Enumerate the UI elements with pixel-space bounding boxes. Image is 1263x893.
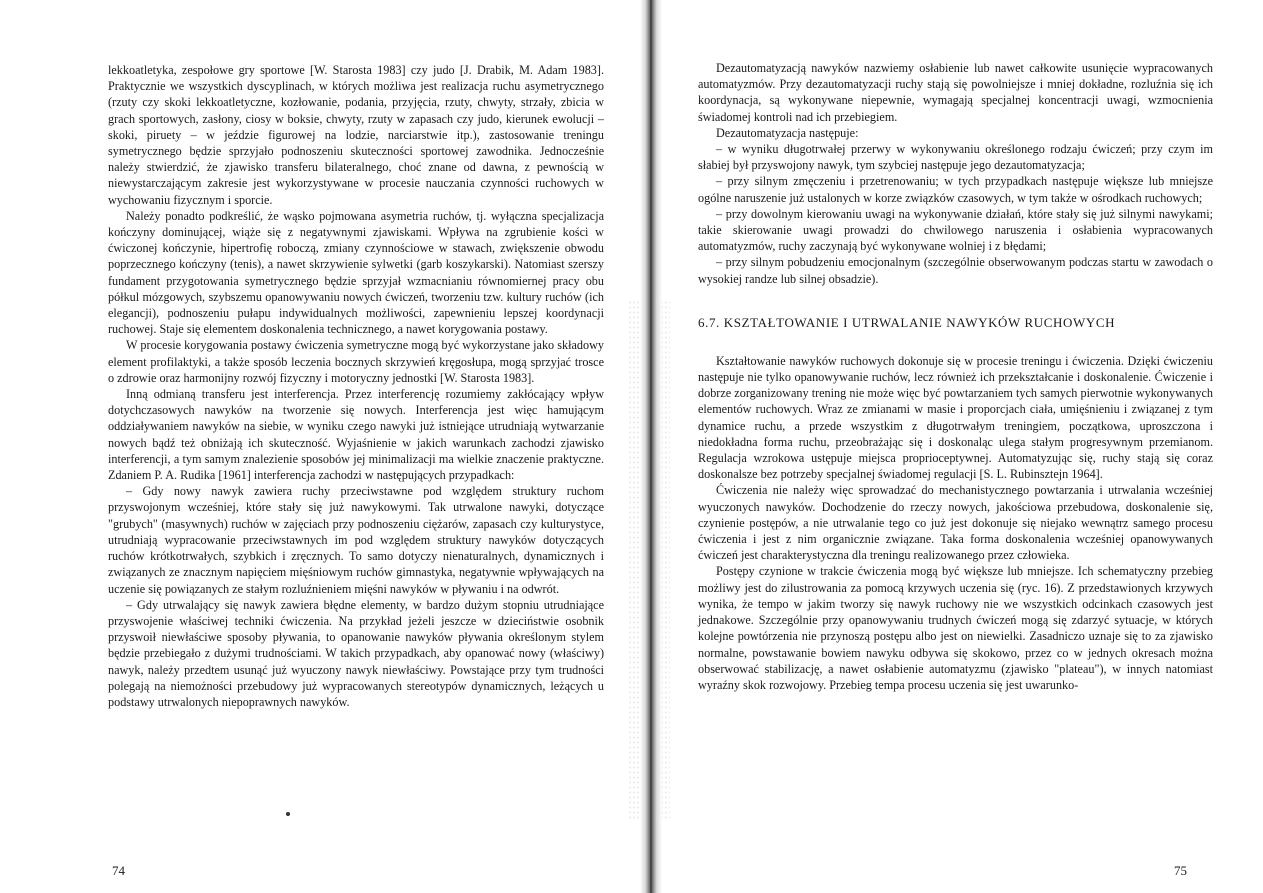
page-number: 75 [1174,863,1187,878]
paragraph: – Gdy nowy nawyk zawiera ruchy przeciwstawne pod względem struktury ruchom przyswojonym wcześniej, które stały się już nawykowymi. Tak utrwalone nawyki, dotyczące "grubych" (masywnych) ruchów w zajęciach przy podnoszeniu ciężarów, zapasach czy kulturystyce, utrudniają wypracowanie przeciwstawnych im pod względem struktury nawyków dotyczących ruchów krótkotrwałych, szybkich i zręcznych. To samo dotyczy nienaturalnych, dynamicznych i związanych ze znacznym napięciem mięśniowym ruchów gimnastyka, negatywnie wpływających na uczenie się powiązanych ze stałym rozluźnieniem mięśni nawyków w pływaniu i na odwrót. [108,484,604,596]
paragraph: Ćwiczenia nie należy więc sprowadzać do mechanistycznego powtarzania i utrwalania wcześniej wyuczonych nawyków. Dochodzenie do rzeczy nowych, jakościowa przebudowa, doskonalenie się, czynienie postępów, a nie utrwalanie tego co już jest dokonuje się niejako wewnątrz samego procesu ćwiczenia i jest z nim organicznie związane. Taka forma doskonalenia wcześniej opanowywanych ćwiczeń jest charakterystyczna dla treningu realizowanego przez człowieka. [698,483,1213,563]
paragraph: Postępy czynione w trakcie ćwiczenia mogą być większe lub mniejsze. Ich schematyczny przebieg możliwy jest do zilustrowania za pomocą krzywych uczenia się (ryc. 16). Z przedstawionych krzywych wynika, że tempo w jakim tworzy się nawyk ruchowy nie we wszystkich odcinkach czasowych jest jednakowe. Szczególnie przy opanowywaniu trudnych ćwiczeń mogą się zdarzyć sytuacje, w których kolejne powtórzenia nie przynoszą postępu albo jest on niewielki. Zasadniczo uznaje się to za zjawisko normalne, powstawanie bowiem nawyku odbywa się skokowo, przez co w jednych okresach można obserwować stabilizację, a nawet osłabienie automatyzmu (zjawisko "plateau"), w innych natomiast wyraźny skok rozwojowy. Przebieg tempa procesu uczenia się jest uwarunko- [698,564,1213,692]
paragraph: – przy silnym pobudzeniu emocjonalnym (szczególnie obserwowanym podczas startu w zawodach o wysokiej randze lub silnej obsadzie). [698,255,1213,286]
paragraph: Dezautomatyzacją nawyków nazwiemy osłabienie lub nawet całkowite usunięcie wypracowanych automatyzmów. Przy dezautomatyzacji ruchy stają się powolniejsze i mniej dokładne, rozluźnia się ich koordynacja, są wykonywane niepewnie, wymagają specjalnej koncentracji uwagi, wzmocnienia świadomej kontroli nad ich przebiegiem. [698,61,1213,124]
paragraph: Inną odmianą transferu jest interferencja. Przez interferencję rozumiemy zakłócający wpływ dotychczasowych nawyków na tworzenie się nowych. Interferencja jest więc hamującym oddziaływaniem nawyków na siebie, w wyniku czego nawyki już istniejące utrudniają wytwarzanie nowych bądź też obniżają ich skuteczność. Wyjaśnienie w jakich warunkach zachodzi zjawisko interferencji, a tym samym znalezienie sposobów jej minimalizacji ma wielkie znaczenie praktyczne. Zdaniem P. A. Rudika [1961] interferencja zachodzi w następujących przypadkach: [108,387,604,483]
ink-dot [286,812,290,816]
paragraph: lekkoatletyka, zespołowe gry sportowe [W. Starosta 1983] czy judo [J. Drabik, M. Adam 1983]. Praktycznie we wszystkich dyscyplinach, w których możliwa jest realizacja ruchu asymetrycznego (rzuty czy skoki lekkoatletyczne, kozłowanie, podania, przyjęcia, rzuty, chwyty, strzały, zbicia w grach sportowych, zasłony, ciosy w boksie, chwyty, rzuty w zapasach czy judo, kierunek ewolucji – skoki, piruety – w jeździe figurowej na lodzie, narciarstwie itp.), zastosowanie treningu symetrycznego będzie sprzyjało podnoszeniu skuteczności sportowej zawodnika. Jednocześnie należy stwierdzić, że zjawisko transferu bilateralnego, choć znane od dawna, z pewnością w niewystarczającym zakresie jest wykorzystywane w procesie nauczania czynności ruchowych w wychowaniu fizycznym i sporcie. [108,63,604,207]
paragraph: – w wyniku długotrwałej przerwy w wykonywaniu określonego rodzaju ćwiczeń; przy czym im słabiej był przyswojony nawyk, tym szybciej następuje jego dezautomatyzacja; [698,142,1213,173]
paragraph: Dezautomatyzacja następuje: [716,125,859,140]
page-number: 74 [112,863,125,878]
paragraph: Należy ponadto podkreślić, że wąsko pojmowana asymetria ruchów, tj. wyłączna specjalizacja kończyny dominującej, wiąże się z negatywnymi zjawiskami. Wpływa na zgrubienie kości w ćwiczonej kończynie, hipertrofię roboczą, zmiany czynnościowe w stawach, zwiększenie obwodu poprzecznego kończyny (tenis), a nawet skrzywienie sylwetki (garb koszykarski). Natomiast szerszy fundament przygotowania symetrycznego będzie sprzyjał wzmacnianiu równomiernej pracy obu półkul mózgowych, szybszemu opanowywaniu nowych ćwiczeń, tworzeniu tzw. kultury ruchów (ich elegancji), podnoszeniu pułapu indywidualnych możliwości, zapewnieniu lepszej koordynacji ruchowej. Staje się elementem doskonalenia technicznego, a nawet korygowania postawy. [108,208,604,337]
right-page [650,0,1263,893]
paragraph: W procesie korygowania postawy ćwiczenia symetryczne mogą być wykorzystane jako składowy element profilaktyki, a także sposób leczenia bocznych skrzywień kręgosłupa, mogą sprzyjać trosce o zdrowie oraz harmonijny rozwój fizyczny i motoryczny jednostki [W. Starosta 1983]. [108,338,604,385]
paragraph: Kształtowanie nawyków ruchowych dokonuje się w procesie treningu i ćwiczenia. Dzięki ćwiczeniu następuje nie tylko opanowywanie ruchów, lecz również ich przekształcanie i doskonalenie. Ćwiczenie i dobrze zorganizowany trening nie może więc być powtarzaniem tych samych pierwotnie wykonywanych elementów ruchowych. Wraz ze zmianami w masie i proporcjach ciała, umięśnieniu i związanej z tym dynamice ruchu, a przede wszystkim z długotrwałym treningiem, początkowa, uproszczona i niedokładna forma ruchu, przeobrażając się i doskonaląc ulega stałym progresywnym przemianom. Regulacja wzrokowa ustępuje miejsca proprioceptywnej. Automatyzując się, ruchy stają się coraz doskonalsze bez potrzeby specjalnej świadomej regulacji [S. L. Rubinsztejn 1964]. [698,353,1213,482]
section-heading: 6.7. KSZTAŁTOWANIE I UTRWALANIE NAWYKÓW RUCHOWYCH [698,314,1116,330]
paragraph: – przy silnym zmęczeniu i przetrenowaniu; w tych przypadkach następuje większe lub mniejsze ogólne naruszenie już ustalonych w korze związków czasowych, w tym także w ośrodkach ruchowych; [698,174,1213,205]
paragraph: – Gdy utrwalający się nawyk zawiera błędne elementy, w bardzo dużym stopniu utrudniające przyswojenie właściwej techniki ćwiczenia. Na przykład jeżeli jeszcze w dzieciństwie osobnik przyswoił niewłaściwe sposoby pływania, to opanowanie nawyków pływania określonym stylem będzie przebiegało z dużymi trudnościami. W takich przypadkach, aby opanować nowy (właściwy) nawyk, należy przedtem usunąć już wyuczony nawyk niewłaściwy. Powstające przy tym trudności polegają na niemożności przebudowy już wypracowanych stereotypów dynamicznych, leżących u podstawy utrwalonych niepoprawnych nawyków. [108,597,604,709]
paragraph: – przy dowolnym kierowaniu uwagi na wykonywanie działań, które stały się już silnymi nawykami; takie skierowanie uwagi prowadzi do chwilowego naruszenia i osłabienia wypracowanych automatyzmów, ruchy zaczynają być wykonywane wolniej i z błędami; [698,206,1213,254]
